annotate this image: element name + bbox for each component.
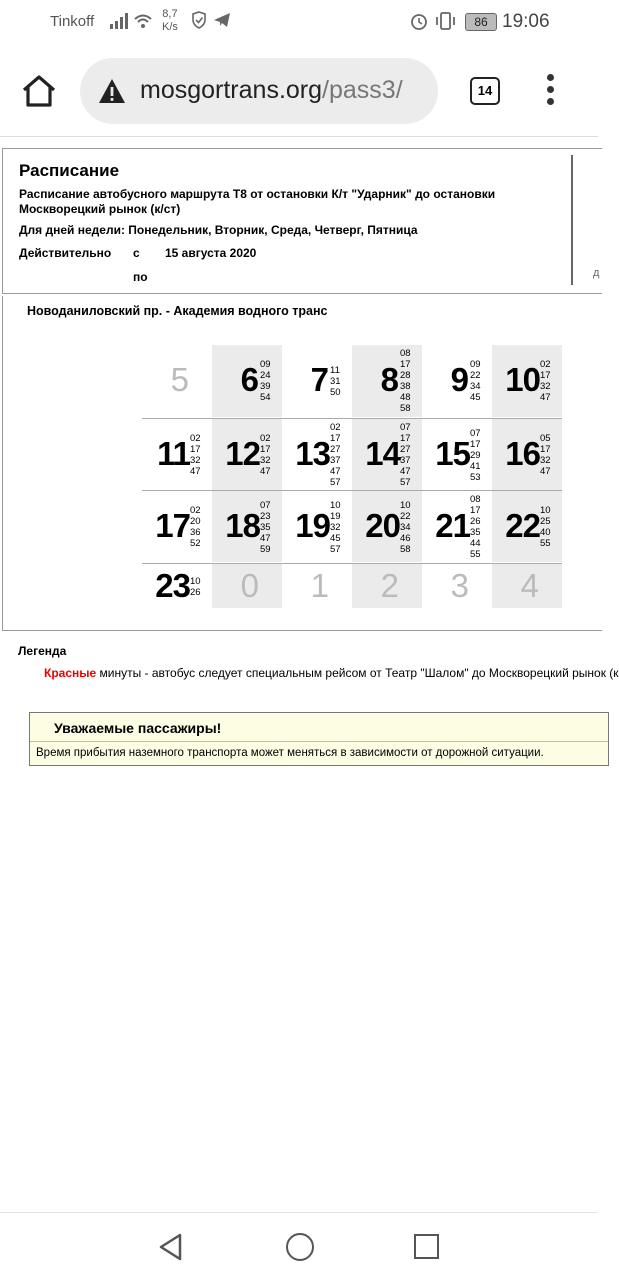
minute-value: 41 (470, 460, 481, 472)
hour-label: 18 (225, 507, 260, 544)
hour-label: 12 (225, 434, 260, 472)
minute-value: 52 (190, 538, 201, 549)
hour-label: 16 (505, 434, 540, 472)
hour-cell (422, 490, 492, 562)
hour-label: 8 (380, 361, 398, 398)
minute-value: 32 (190, 454, 201, 466)
hour-label: 2 (380, 566, 398, 604)
schedule-info (2, 148, 602, 294)
minute-value: 26 (470, 516, 481, 527)
minute-value: 32 (260, 454, 271, 466)
minute-value: 45 (330, 533, 341, 544)
minute-value: 23 (260, 511, 271, 522)
hour-cell (492, 563, 562, 608)
notice-divider (30, 741, 608, 742)
hour-cell (352, 418, 422, 490)
address-bar[interactable] (80, 58, 438, 124)
minute-value: 09 (470, 359, 481, 370)
minutes-list (540, 359, 551, 403)
hour-label: 22 (505, 507, 540, 544)
battery-indicator: 86 (465, 13, 497, 31)
minutes-list (540, 433, 551, 477)
minute-value: 22 (470, 370, 481, 381)
minute-value: 17 (470, 505, 481, 516)
minute-value: 10 (540, 505, 551, 516)
hour-cell (352, 345, 422, 417)
weekdays-line: Для дней недели: Понедельник, Вторник, Среда, Четверг, Пятница (19, 223, 418, 237)
hour-cell (422, 418, 492, 490)
minute-value: 47 (540, 392, 551, 403)
hour-label: 15 (435, 434, 470, 472)
hour-cell (352, 563, 422, 608)
hour-label: 6 (240, 361, 258, 398)
minutes-list (400, 500, 411, 555)
minute-value: 08 (470, 494, 481, 505)
minute-value: 10 (190, 575, 201, 587)
minute-value: 57 (330, 476, 341, 488)
minutes-list (190, 505, 201, 549)
minute-value: 47 (540, 465, 551, 477)
minute-value: 35 (260, 522, 271, 533)
minutes-list (470, 494, 481, 560)
to-label: по (133, 270, 148, 284)
hour-label: 21 (435, 507, 470, 544)
minute-value: 47 (260, 465, 271, 477)
minute-value: 07 (260, 500, 271, 511)
minute-value: 55 (540, 538, 551, 549)
minute-value: 05 (540, 432, 551, 444)
vpn-telegram-icons (192, 11, 234, 33)
minute-value: 47 (400, 465, 411, 477)
hour-cell (142, 418, 212, 490)
minute-value: 44 (470, 538, 481, 549)
minute-value: 10 (400, 500, 411, 511)
hour-cell (282, 418, 352, 490)
hour-cell (352, 490, 422, 562)
from-label: с (133, 246, 140, 260)
home-icon[interactable] (20, 72, 58, 110)
minute-value: 02 (190, 432, 201, 444)
minute-value: 35 (470, 527, 481, 538)
minute-value: 29 (470, 449, 481, 461)
minute-value: 17 (260, 443, 271, 455)
minute-value: 34 (400, 522, 411, 533)
minute-value: 47 (260, 533, 271, 544)
hour-cell (142, 563, 212, 608)
hour-label: 23 (155, 566, 190, 604)
hour-cell (282, 563, 352, 608)
minute-value: 50 (330, 387, 341, 398)
hour-cell (142, 490, 212, 562)
minutes-list (540, 505, 551, 549)
minute-value: 17 (190, 443, 201, 455)
page-title: Расписание (19, 161, 120, 180)
minute-value: 57 (330, 544, 341, 555)
from-date: 15 августа 2020 (165, 246, 257, 260)
hour-label: 13 (295, 434, 330, 472)
minute-value: 19 (330, 511, 341, 522)
minute-value: 48 (400, 392, 411, 403)
hour-cell (212, 563, 282, 608)
minutes-list (330, 500, 341, 555)
minute-value: 47 (330, 465, 341, 477)
hour-cell (212, 418, 282, 490)
hour-label: 9 (450, 361, 468, 398)
carrier-name: Tinkoff (50, 13, 95, 30)
notice-title: Уважаемые пассажиры! (54, 720, 222, 736)
hour-cell (422, 345, 492, 417)
minutes-list (260, 500, 271, 555)
minute-value: 02 (190, 505, 201, 516)
minute-value: 22 (400, 511, 411, 522)
recents-icon[interactable] (414, 1234, 439, 1259)
browser-toolbar (0, 44, 598, 137)
hour-cell (282, 490, 352, 562)
minute-value: 24 (260, 370, 271, 381)
hour-label: 19 (295, 507, 330, 544)
minute-value: 17 (470, 438, 481, 450)
valid-label: Действительно (19, 246, 112, 260)
minute-value: 59 (260, 544, 271, 555)
passenger-notice (29, 712, 609, 766)
minutes-list (470, 428, 481, 483)
hour-label: 11 (157, 434, 190, 472)
minute-value: 54 (260, 392, 271, 403)
minute-value: 17 (400, 432, 411, 444)
minute-value: 38 (400, 381, 411, 392)
hour-label: 14 (365, 434, 400, 472)
tab-switcher-button[interactable]: 14 (470, 77, 500, 105)
hour-label: 3 (450, 566, 468, 604)
hour-cell (492, 490, 562, 562)
legend-title: Легенда (18, 644, 67, 658)
minute-value: 17 (540, 443, 551, 455)
minute-value: 32 (540, 454, 551, 466)
cut-text: д (593, 267, 600, 279)
minutes-list (400, 348, 411, 414)
minutes-list (190, 576, 201, 598)
hour-label: 5 (170, 361, 188, 398)
minutes-list (260, 359, 271, 403)
minute-value: 34 (470, 381, 481, 392)
notice-text: Время прибытия наземного транспорта может меняться в зависимости от дорожной ситуации. (36, 747, 544, 759)
minute-value: 02 (260, 432, 271, 444)
minute-value: 09 (260, 359, 271, 370)
minute-value: 31 (330, 376, 341, 387)
minute-value: 45 (470, 392, 481, 403)
minutes-list (470, 359, 481, 403)
system-nav-bar (0, 1212, 598, 1281)
minute-value: 28 (400, 370, 411, 381)
minute-value: 02 (330, 421, 341, 433)
minutes-list (330, 422, 341, 488)
minute-value: 25 (540, 516, 551, 527)
minutes-list (190, 433, 201, 477)
hour-label: 7 (310, 361, 328, 398)
hour-label: 4 (520, 566, 538, 604)
minutes-list (330, 365, 341, 398)
minute-value: 11 (330, 365, 340, 376)
minute-value: 07 (400, 421, 411, 433)
minute-value: 46 (400, 533, 411, 544)
minute-value: 32 (540, 381, 551, 392)
minute-value: 39 (260, 381, 271, 392)
warning-icon[interactable] (98, 78, 126, 104)
minute-value: 17 (400, 359, 411, 370)
minute-value: 40 (540, 527, 551, 538)
minute-value: 58 (400, 403, 411, 414)
minute-value: 27 (330, 443, 341, 455)
status-bar (0, 0, 598, 44)
hour-label: 10 (505, 361, 540, 398)
minute-value: 26 (190, 586, 201, 598)
hour-cell (282, 345, 352, 417)
hour-cell (212, 490, 282, 562)
minute-value: 36 (190, 527, 201, 538)
minute-value: 17 (540, 370, 551, 381)
hour-cell (492, 418, 562, 490)
back-icon[interactable] (158, 1233, 184, 1266)
minute-value: 47 (190, 465, 201, 477)
network-speed: 8,7 K/s (162, 8, 178, 33)
minute-value: 27 (400, 443, 411, 455)
minute-value: 07 (470, 427, 481, 439)
hour-cell (492, 345, 562, 417)
minute-value: 37 (400, 454, 411, 466)
minutes-list (400, 422, 411, 488)
hour-label: 17 (155, 507, 190, 544)
legend-text: Красные минуты - автобус следует специальным рейсом от Театр "Шалом" до Москворецкий рынок (к (44, 666, 619, 680)
signal-icon (110, 12, 156, 34)
minute-value: 53 (470, 471, 481, 483)
overflow-menu-icon[interactable] (540, 74, 560, 108)
minute-value: 17 (330, 432, 341, 444)
minute-value: 58 (400, 544, 411, 555)
legend-red-word: Красные (44, 666, 97, 680)
hour-label: 1 (310, 566, 328, 604)
route-description: Расписание автобусного маршрута Т8 от остановки К/т "Ударник" до остановки Москворецкий рынок (к/ст) (19, 187, 496, 216)
alarm-vibrate-icons (410, 11, 460, 35)
minute-value: 02 (540, 359, 551, 370)
minute-value: 10 (330, 500, 341, 511)
hour-cell (422, 563, 492, 608)
hour-label: 0 (240, 566, 258, 604)
clock: 19:06 (502, 11, 550, 32)
minute-value: 20 (190, 516, 201, 527)
minutes-list (260, 433, 271, 477)
minute-value: 32 (330, 522, 341, 533)
minute-value: 08 (400, 348, 411, 359)
home-nav-icon[interactable] (286, 1233, 314, 1261)
hour-cell (142, 345, 212, 417)
divider (571, 155, 573, 285)
minute-value: 57 (400, 476, 411, 488)
minute-value: 55 (470, 549, 481, 560)
hour-label: 20 (365, 507, 400, 544)
minute-value: 37 (330, 454, 341, 466)
hour-cell (212, 345, 282, 417)
stop-name: Новоданиловский пр. - Академия водного транс (27, 304, 328, 318)
url-text[interactable]: mosgortrans.org/pass3/ (140, 76, 403, 104)
